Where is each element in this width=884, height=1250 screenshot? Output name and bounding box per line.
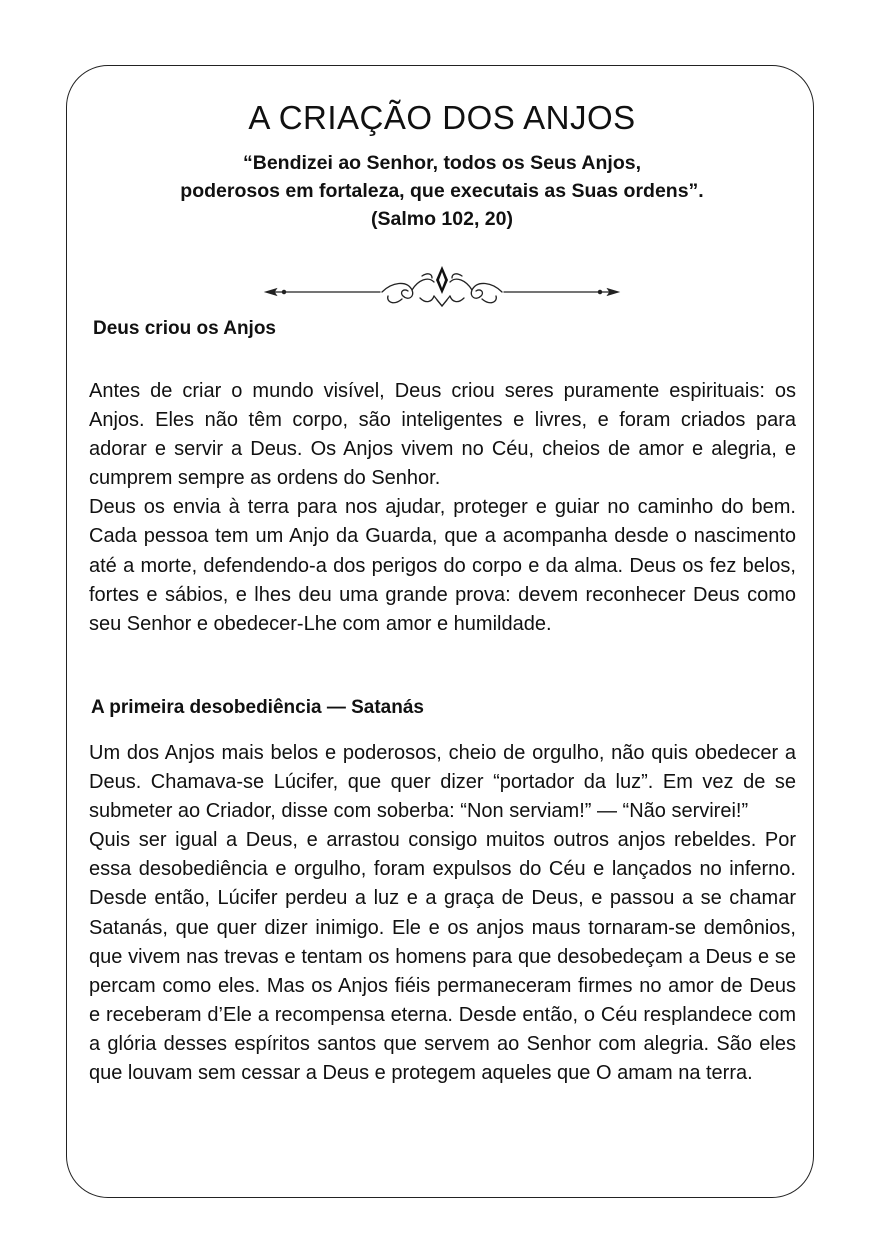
section-body-primeira-desobediencia (89, 739, 796, 1088)
paragraph: Quis ser igual a Deus, e arrastou consigo muitos outros anjos rebeldes. Por essa desobediência e orgulho, foram expulsos do Céu e lançados no inferno. Desde então, Lúcifer perdeu a luz e a graça de Deus, e passou a se chamar Satanás, que quer dizer inimigo. Ele e os anjos maus tornaram-se demônios, que vivem nas trevas e tentam os homens para que desobedeçam a Deus e se percam como eles. Mas os Anjos fiéis permaneceram firmes no amor de Deus e receberam d’Ele a recompensa eterna. Desde então, o Céu resplandece com a glória desses espíritos santos que servem ao Senhor com alegria. São eles que louvam sem cessar a Deus e protegem aqueles que O amam na terra. (89, 829, 796, 1085)
epigraph-line-1: “Bendizei ao Senhor, todos os Seus Anjos, (242, 152, 641, 174)
epigraph-line-2: poderosos em fortaleza, que executais as Suas ordens”. (180, 180, 704, 202)
paragraph: Antes de criar o mundo visível, Deus criou seres puramente espirituais: os Anjos. Eles não têm corpo, são inteligentes e livres, e foram criados para adorar e servir a Deus. Os Anjos vivem no Céu, cheios de amor e alegria, e cumprem sempre as ordens do Senhor. (89, 380, 796, 490)
paragraph: Deus os envia à terra para nos ajudar, proteger e guiar no caminho do bem. Cada pessoa tem um Anjo da Guarda, que a acompanha desde o nascimento até a morte, defendendo-a dos perigos do corpo e da alma. Deus os fez belos, fortes e sábios, e lhes deu uma grande prova: devem reconhecer Deus como seu Senhor e obedecer-Lhe com amor e humildade. (89, 496, 796, 635)
page-title: A CRIAÇÃO DOS ANJOS (248, 99, 636, 136)
epigraph-citation: (Salmo 102, 20) (371, 208, 513, 230)
flourish-divider-icon (262, 262, 622, 318)
epigraph-quote (66, 149, 818, 233)
section-heading-primeira-desobediencia: A primeira desobediência — Satanás (91, 697, 424, 718)
section-heading-deus-criou: Deus criou os Anjos (93, 318, 276, 339)
section-body-deus-criou (89, 377, 796, 639)
paragraph: Um dos Anjos mais belos e poderosos, cheio de orgulho, não quis obedecer a Deus. Chamava-se Lúcifer, que quer dizer “portador da luz”. Em vez de se submeter ao Criador, disse com soberba: “Non serviam!” — “Não servirei!” (89, 742, 796, 823)
